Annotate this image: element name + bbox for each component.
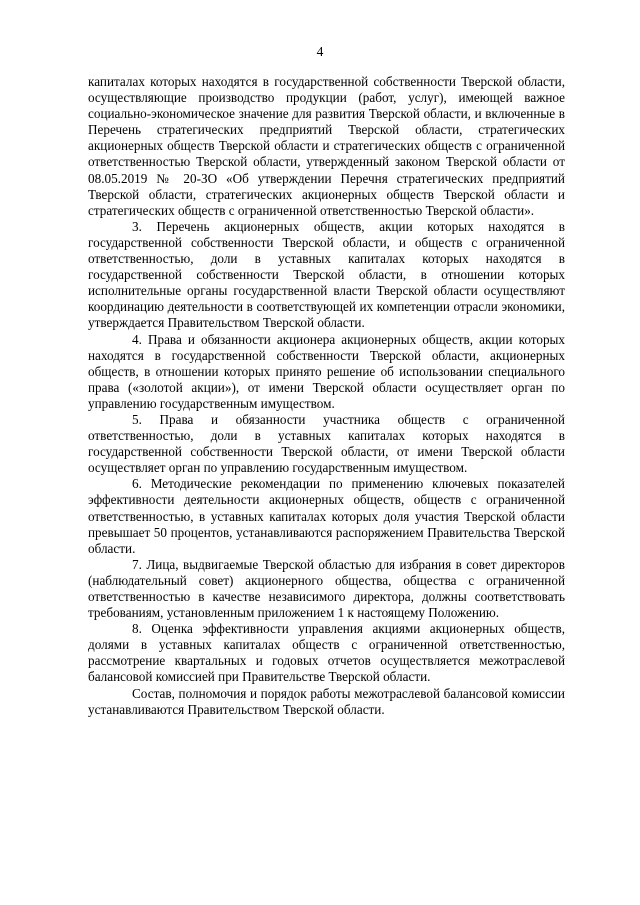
paragraph-item-8: 8. Оценка эффективности управления акциями акционерных обществ, долями в уставных капиталах обществ с ограниченной ответственностью, рассмотрение квартальных и годовых отчетов осуществляется межотраслевой балансовой комиссией при Правительстве Тверской области. xyxy=(88,621,565,685)
paragraph-item-6: 6. Методические рекомендации по применению ключевых показателей эффективности деятельности акционерных обществ, обществ с ограниченной ответственностью, в уставных капиталах которых доля участия Тверской области превышает 50 процентов, устанавливаются распоряжением Правительства Тверской области. xyxy=(88,476,565,556)
paragraph-item-4: 4. Права и обязанности акционера акционерных обществ, акции которых находятся в государственной собственности Тверской области, акционерных обществ, в отношении которых принято решение об использовании специального права («золотой акции»), от имени Тверской области осуществляет орган по управлению государственным имуществом. xyxy=(88,331,565,411)
paragraph-continuation: капиталах которых находятся в государственной собственности Тверской области, осуществляющие производство продукции (работ, услуг), имеющей важное социально-экономическое значение для развития Тверской области, и включенные в Перечень стратегических предприятий Тверской области, стратегических акционерных обществ Тверской области и стратегических обществ с ограниченной ответственностью Тверской области, утвержденный законом Тверской области от 08.05.2019 № 20-ЗО «Об утверждении Перечня стратегических предприятий Тверской области, стратегических акционерных обществ Тверской области и стратегических обществ с ограниченной ответственностью Тверской области». xyxy=(88,74,565,218)
paragraph-commission: Состав, полномочия и порядок работы межотраслевой балансовой комиссии устанавливаются Правительством Тверской области. xyxy=(88,685,565,717)
page-number: 4 xyxy=(316,44,324,59)
document-body xyxy=(88,74,565,718)
paragraph-item-3: 3. Перечень акционерных обществ, акции которых находятся в государственной собственности Тверской области, и обществ с ограниченной ответственностью, доли в уставных капиталах которых находятся в государственной собственности Тверской области, в отношении которых исполнительные органы государственной власти Тверской области осуществляют координацию деятельности в соответствующей их компетенции отрасли экономики, утверждается Правительством Тверской области. xyxy=(88,218,565,331)
paragraph-item-7: 7. Лица, выдвигаемые Тверской областью для избрания в совет директоров (наблюдательный совет) акционерного общества, общества с ограниченной ответственностью в качестве независимого директора, должны соответствовать требованиям, установленным приложением 1 к настоящему Положению. xyxy=(88,556,565,621)
paragraph-item-5: 5. Права и обязанности участника обществ с ограниченной ответственностью, доли в уставных капиталах которых находятся в государственной собственности Тверской области, от имени Тверской области осуществляет орган по управлению государственным имуществом. xyxy=(88,411,565,476)
